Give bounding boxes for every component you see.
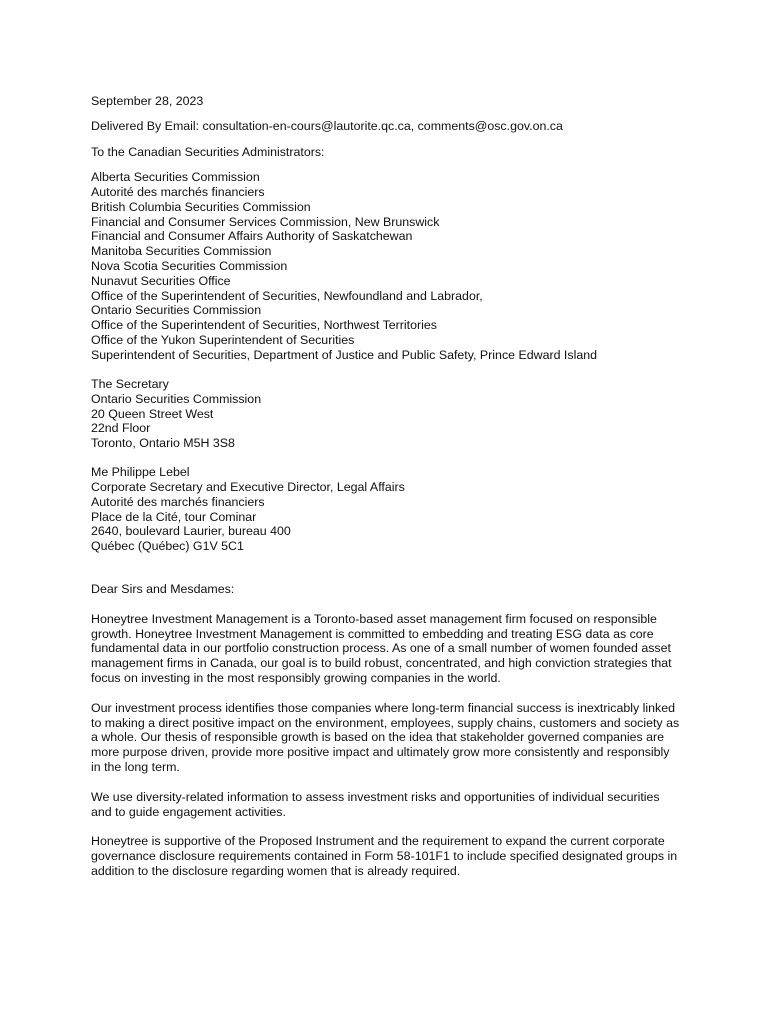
recipient-item: Ontario Securities Commission [91, 303, 262, 318]
delivery-method: Delivered By Email: consultation-en-cours@lautorite.qc.ca, comments@osc.gov.on.ca [91, 119, 563, 134]
recipient-item: Office of the Yukon Superintendent of Securities [91, 332, 355, 347]
addressee-line: To the Canadian Securities Administrators: [91, 144, 325, 159]
recipient-item: Financial and Consumer Services Commission, New Brunswick [91, 214, 440, 229]
letter-date: September 28, 2023 [91, 94, 204, 108]
address-line: 22nd Floor [91, 421, 151, 436]
recipient-item: Nunavut Securities Office [91, 273, 231, 288]
recipient-item: Autorité des marchés financiers [91, 184, 265, 199]
address-line: 20 Queen Street West [91, 406, 214, 421]
recipient-item: Superintendent of Securities, Department of Justice and Public Safety, Prince Edward Island [91, 347, 597, 362]
recipient-item: Nova Scotia Securities Commission [91, 258, 288, 273]
body-paragraph: Honeytree Investment Management is a Toronto-based asset management firm focused on responsible growth. Honeytree Investment Management is committed to embedding and treating ESG data as core fundamental data in our portfolio construction process. As one of a small number of women founded asset management firms in Canada, our goal is to build robust, concentrated, and high conviction strategies that focus on investing in the most responsibly growing companies in the world. [91, 611, 672, 686]
body-paragraph: Honeytree is supportive of the Proposed Instrument and the requirement to expand the current corporate governance disclosure requirements contained in Form 58-101F1 to include specified designated groups in addition to the disclosure regarding women that is already required. [91, 834, 678, 879]
recipient-item: Manitoba Securities Commission [91, 244, 272, 259]
recipient-list [91, 170, 691, 362]
body-paragraph: We use diversity-related information to assess investment risks and opportunities of individual securities and to guide engagement activities. [91, 789, 660, 819]
address-amf [91, 465, 691, 554]
salutation: Dear Sirs and Mesdames: [91, 582, 235, 597]
address-line: Ontario Securities Commission [91, 391, 262, 406]
letter-page [91, 94, 691, 879]
recipient-item: British Columbia Securities Commission [91, 199, 311, 214]
address-line: Me Philippe Lebel [91, 465, 190, 480]
recipient-item: Alberta Securities Commission [91, 170, 260, 185]
address-line: Toronto, Ontario M5H 3S8 [91, 436, 235, 451]
address-line: Place de la Cité, tour Cominar [91, 509, 257, 524]
recipient-item: Office of the Superintendent of Securities, Northwest Territories [91, 318, 437, 333]
recipient-item: Office of the Superintendent of Securities, Newfoundland and Labrador, [91, 288, 483, 303]
address-line: Autorité des marchés financiers [91, 494, 265, 509]
address-line: Québec (Québec) G1V 5C1 [91, 539, 244, 554]
body-paragraph: Our investment process identifies those companies where long-term financial success is inextricably linked to making a direct positive impact on the environment, employees, supply chains, customers and society as a whole. Our thesis of responsible growth is based on the idea that stakeholder governed companies are more purpose driven, provide more positive impact and ultimately grow more consistently and responsibly in the long term. [91, 700, 680, 775]
recipient-item: Financial and Consumer Affairs Authority of Saskatchewan [91, 229, 413, 244]
address-line: 2640, boulevard Laurier, bureau 400 [91, 524, 291, 539]
address-line: Corporate Secretary and Executive Director, Legal Affairs [91, 480, 405, 495]
address-line: The Secretary [91, 376, 169, 391]
address-osc [91, 377, 691, 451]
